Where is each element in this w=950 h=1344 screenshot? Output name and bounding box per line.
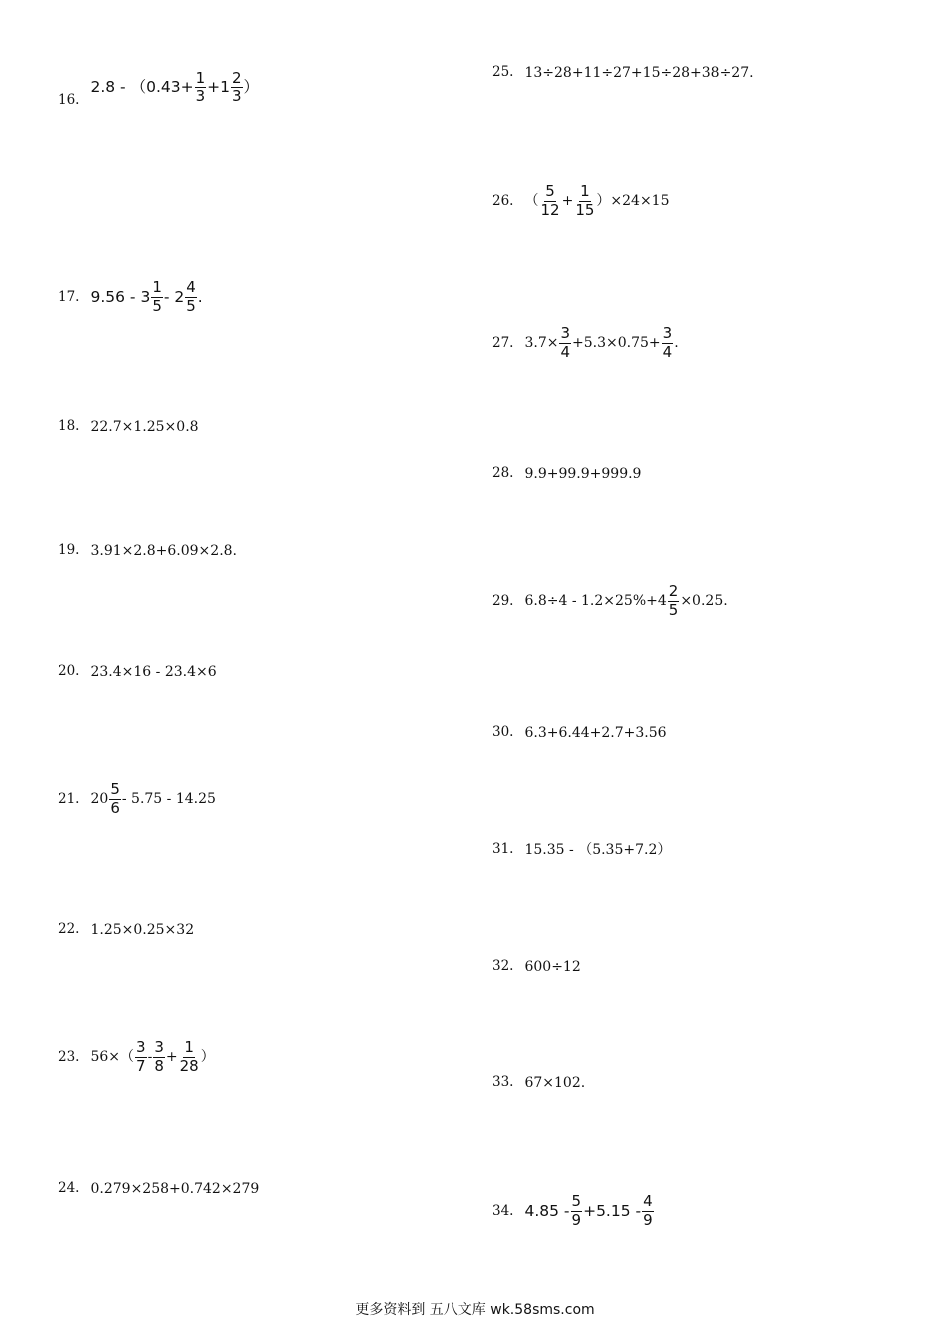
problem-expression: 6.3+6.44+2.7+3.56 (524, 725, 667, 741)
problem-expression: 22.7×1.25×0.8 (90, 419, 199, 435)
fraction: $\frac{3}{4}$ (560, 324, 571, 361)
problem-expression: 20 $\frac{5}{6}$ - 5.75 - 14.25 (90, 780, 216, 817)
fraction: $\frac{1}{5}$ (152, 278, 162, 315)
fraction: $\frac{1}{15}$ (575, 182, 595, 219)
problem-number: 26. (492, 192, 514, 209)
problem-number: 25. (492, 64, 514, 81)
problem-number: 18. (58, 418, 80, 435)
fraction: $\frac{4}{5}$ (186, 278, 196, 315)
problem-number: 16. (58, 92, 80, 108)
problem-27 (492, 326, 679, 361)
fraction: $\frac{3}{8}$ (154, 1038, 164, 1075)
problem-25 (492, 66, 754, 80)
problem-expression: 23.4×16 - 23.4×6 (90, 664, 217, 680)
problem-28 (492, 467, 641, 481)
fraction: $\frac{2}{3}$ (232, 68, 242, 106)
problem-number: 32. (492, 958, 514, 975)
problem-18 (58, 420, 199, 434)
problem-expression: （ $\frac{5}{12}$ + $\frac{1}{15}$ ）×24×15 (524, 182, 670, 219)
problem-expression: 13÷28+11÷27+15÷28+38÷27. (524, 65, 754, 81)
fraction: $\frac{4}{9}$ (643, 1192, 653, 1229)
problem-expression: 0.279×258+0.742×279 (90, 1181, 260, 1197)
problem-31 (492, 843, 671, 857)
problem-number: 20. (58, 663, 80, 680)
problem-number: 21. (58, 790, 80, 807)
problem-number: 31. (492, 841, 514, 858)
fraction: $\frac{1}{3}$ (195, 68, 206, 106)
problem-expression: 9.56 - 3 $\frac{1}{5}$ - 2 $\frac{4}{5}$ . (90, 278, 203, 315)
problem-number: 29. (492, 592, 514, 609)
problem-26 (492, 184, 670, 219)
problem-24 (58, 1182, 259, 1196)
fraction: $\frac{5}{6}$ (110, 780, 120, 817)
problem-29 (492, 584, 728, 619)
problem-number: 28. (492, 465, 514, 482)
fraction: $\frac{1}{28}$ (179, 1038, 199, 1075)
problem-33 (492, 1076, 585, 1090)
problem-number: 30. (492, 724, 514, 741)
problem-expression: 56×（ $\frac{3}{7}$ - $\frac{3}{8}$ + $\frac{1}{28}$ ） (90, 1038, 215, 1075)
problem-number: 33. (492, 1074, 514, 1091)
problem-16 (58, 68, 259, 108)
problem-expression: 9.9+99.9+999.9 (524, 466, 642, 482)
problem-expression: 3.7× $\frac{3}{4}$ +5.3×0.75+ $\frac{3}{4}$ . (524, 324, 679, 361)
problem-number: 22. (58, 921, 80, 938)
fraction: $\frac{2}{5}$ (668, 582, 679, 619)
problem-20 (58, 665, 217, 679)
problem-number: 24. (58, 1180, 80, 1197)
problem-19 (58, 544, 237, 558)
problem-expression: 4.85 - $\frac{5}{9}$ +5.15 - $\frac{4}{9}$ (524, 1192, 653, 1229)
problem-21 (58, 782, 216, 817)
problem-number: 23. (58, 1048, 80, 1065)
problem-expression: 6.8÷4 - 1.2×25%+4 $\frac{2}{5}$ ×0.25. (524, 582, 728, 619)
fraction: $\frac{3}{7}$ (136, 1038, 146, 1075)
problem-number: 27. (492, 334, 514, 351)
problem-30 (492, 726, 667, 740)
problem-number: 17. (58, 288, 80, 305)
problem-number: 19. (58, 542, 80, 559)
fraction: $\frac{3}{4}$ (662, 324, 673, 361)
problem-23 (58, 1040, 215, 1075)
problem-17 (58, 280, 203, 315)
problem-expression: 67×102. (524, 1075, 586, 1091)
footer-text: 更多资料到 五八文库 wk.58sms.com (355, 1302, 595, 1318)
problem-expression: 3.91×2.8+6.09×2.8. (90, 543, 237, 559)
problem-32 (492, 960, 581, 974)
problem-expression: 1.25×0.25×32 (90, 922, 195, 938)
problem-34 (492, 1194, 655, 1229)
problem-expression: 600÷12 (524, 959, 581, 975)
fraction: $\frac{5}{9}$ (571, 1192, 582, 1229)
problem-expression: 15.35 - （5.35+7.2） (524, 842, 672, 858)
problem-number: 34. (492, 1202, 514, 1219)
problem-22 (58, 923, 194, 937)
fraction: $\frac{5}{12}$ (540, 182, 560, 219)
problem-expression: 2.8 - （0.43+ $\frac{1}{3}$ +1 $\frac{2}{3}$ ） (90, 68, 260, 106)
